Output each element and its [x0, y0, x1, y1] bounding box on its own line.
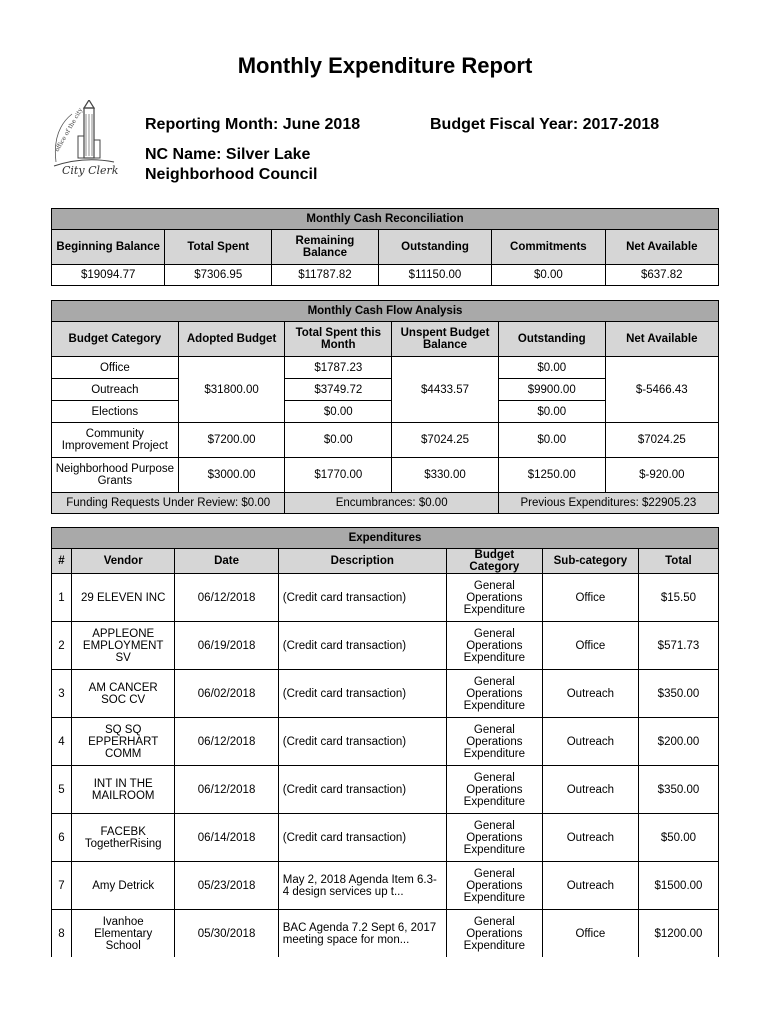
row-number: 5: [52, 766, 72, 814]
row-number: 6: [52, 814, 72, 862]
vendor-cell: Amy Detrick: [72, 862, 175, 910]
adopted-cell: $3000.00: [178, 458, 285, 493]
net-available-value: $637.82: [605, 265, 718, 286]
vendor-cell: 29 ELEVEN INC: [72, 574, 175, 622]
outstanding-value: $11150.00: [378, 265, 491, 286]
funding-requests-under-review: Funding Requests Under Review: $0.00: [52, 493, 285, 514]
outstanding-cell: $1250.00: [498, 458, 605, 493]
date-cell: 05/30/2018: [175, 910, 278, 958]
outstanding-cell: $0.00: [498, 423, 605, 458]
header-total-spent-month: Total Spent this Month: [285, 322, 392, 357]
net-cell: $-5466.43: [605, 357, 718, 423]
outstanding-cell: $9900.00: [498, 379, 605, 401]
description-cell: (Credit card transaction): [278, 718, 446, 766]
budget-category-cell: General Operations Expenditure: [446, 718, 542, 766]
vendor-cell: Ivanhoe Elementary School: [72, 910, 175, 958]
cash-reconciliation-title: Monthly Cash Reconciliation: [52, 209, 719, 230]
spent-cell: $3749.72: [285, 379, 392, 401]
header-vendor: Vendor: [72, 549, 175, 574]
header-budget-category: Budget Category: [446, 549, 542, 574]
spent-cell: $0.00: [285, 401, 392, 423]
date-cell: 06/19/2018: [175, 622, 278, 670]
adopted-cell: $7200.00: [178, 423, 285, 458]
budget-category-cell: General Operations Expenditure: [446, 910, 542, 958]
category-cell: Community Improvement Project: [52, 423, 179, 458]
date-cell: 05/23/2018: [175, 862, 278, 910]
budget-category-cell: General Operations Expenditure: [446, 814, 542, 862]
category-cell: Office: [52, 357, 179, 379]
date-cell: 06/12/2018: [175, 766, 278, 814]
budget-category-cell: General Operations Expenditure: [446, 670, 542, 718]
unspent-cell: $7024.25: [392, 423, 499, 458]
header-total-spent: Total Spent: [165, 230, 272, 265]
total-cell: $1500.00: [638, 862, 718, 910]
description-cell: (Credit card transaction): [278, 622, 446, 670]
net-cell: $7024.25: [605, 423, 718, 458]
unspent-cell: $330.00: [392, 458, 499, 493]
budget-category-cell: General Operations Expenditure: [446, 574, 542, 622]
header-total: Total: [638, 549, 718, 574]
vendor-cell: APPLEONE EMPLOYMENT SV: [72, 622, 175, 670]
header-net-available: Net Available: [605, 322, 718, 357]
sub-category-cell: Outreach: [542, 814, 638, 862]
sub-category-cell: Outreach: [542, 766, 638, 814]
header-description: Description: [278, 549, 446, 574]
cash-flow-title: Monthly Cash Flow Analysis: [52, 301, 719, 322]
sub-category-cell: Outreach: [542, 862, 638, 910]
header-remaining-balance: Remaining Balance: [272, 230, 379, 265]
reporting-month: Reporting Month: June 2018: [145, 116, 361, 133]
header-date: Date: [175, 549, 278, 574]
spent-cell: $1770.00: [285, 458, 392, 493]
row-number: 7: [52, 862, 72, 910]
expenditures-title: Expenditures: [52, 528, 719, 549]
spent-cell: $1787.23: [285, 357, 392, 379]
unspent-cell: $4433.57: [392, 357, 499, 423]
budget-category-cell: General Operations Expenditure: [446, 766, 542, 814]
total-cell: $350.00: [638, 766, 718, 814]
table-row: [52, 670, 719, 718]
total-cell: $15.50: [638, 574, 718, 622]
vendor-cell: SQ SQ EPPERHART COMM: [72, 718, 175, 766]
total-cell: $1200.00: [638, 910, 718, 958]
beginning-balance-value: $19094.77: [52, 265, 165, 286]
date-cell: 06/12/2018: [175, 574, 278, 622]
sub-category-cell: Outreach: [542, 670, 638, 718]
sub-category-cell: Outreach: [542, 718, 638, 766]
expenditures-table: [51, 527, 719, 957]
description-cell: (Credit card transaction): [278, 766, 446, 814]
header-number: #: [52, 549, 72, 574]
vendor-cell: FACEBK TogetherRising: [72, 814, 175, 862]
date-cell: 06/14/2018: [175, 814, 278, 862]
sub-category-cell: Office: [542, 574, 638, 622]
description-cell: (Credit card transaction): [278, 814, 446, 862]
vendor-cell: AM CANCER SOC CV: [72, 670, 175, 718]
previous-expenditures: Previous Expenditures: $22905.23: [498, 493, 718, 514]
adopted-cell: $31800.00: [178, 357, 285, 423]
category-cell: Neighborhood Purpose Grants: [52, 458, 179, 493]
table-row: [52, 622, 719, 670]
page-title: Monthly Expenditure Report: [237, 53, 533, 78]
table-row: [52, 814, 719, 862]
table-row: [52, 423, 719, 458]
budget-category-cell: General Operations Expenditure: [446, 862, 542, 910]
total-cell: $50.00: [638, 814, 718, 862]
header-outstanding: Outstanding: [378, 230, 491, 265]
table-row: [52, 766, 719, 814]
table-row: [52, 862, 719, 910]
header-unspent-balance: Unspent Budget Balance: [392, 322, 499, 357]
description-cell: (Credit card transaction): [278, 574, 446, 622]
category-cell: Elections: [52, 401, 179, 423]
table-row: [52, 574, 719, 622]
table-row: [52, 458, 719, 493]
table-row: [52, 718, 719, 766]
nc-name: NC Name: Silver Lake Neighborhood Council: [145, 146, 318, 183]
header-commitments: Commitments: [492, 230, 605, 265]
header-budget-category: Budget Category: [52, 322, 179, 357]
sub-category-cell: Office: [542, 910, 638, 958]
encumbrances: Encumbrances: $0.00: [285, 493, 498, 514]
spent-cell: $0.00: [285, 423, 392, 458]
total-cell: $200.00: [638, 718, 718, 766]
header-outstanding: Outstanding: [498, 322, 605, 357]
header-net-available: Net Available: [605, 230, 718, 265]
total-cell: $571.73: [638, 622, 718, 670]
vendor-cell: INT IN THE MAILROOM: [72, 766, 175, 814]
net-cell: $-920.00: [605, 458, 718, 493]
row-number: 8: [52, 910, 72, 958]
description-cell: BAC Agenda 7.2 Sept 6, 2017 meeting space for mon...: [278, 910, 446, 958]
sub-category-cell: Office: [542, 622, 638, 670]
commitments-value: $0.00: [492, 265, 605, 286]
row-number: 3: [52, 670, 72, 718]
header-beginning-balance: Beginning Balance: [52, 230, 165, 265]
description-cell: (Credit card transaction): [278, 670, 446, 718]
table-row: [52, 910, 719, 958]
header-sub-category: Sub-category: [542, 549, 638, 574]
svg-text:City Clerk: City Clerk: [62, 164, 119, 177]
cash-reconciliation-table: [51, 208, 719, 286]
date-cell: 06/02/2018: [175, 670, 278, 718]
outstanding-cell: $0.00: [498, 401, 605, 423]
table-row: [52, 357, 719, 379]
row-number: 4: [52, 718, 72, 766]
total-spent-value: $7306.95: [165, 265, 272, 286]
cash-flow-table: [51, 300, 719, 514]
remaining-balance-value: $11787.82: [272, 265, 379, 286]
header-adopted-budget: Adopted Budget: [178, 322, 285, 357]
date-cell: 06/12/2018: [175, 718, 278, 766]
budget-fiscal-year: Budget Fiscal Year: 2017-2018: [430, 116, 660, 133]
svg-text:office of the city: office of the city: [53, 106, 85, 153]
row-number: 2: [52, 622, 72, 670]
outstanding-cell: $0.00: [498, 357, 605, 379]
total-cell: $350.00: [638, 670, 718, 718]
category-cell: Outreach: [52, 379, 179, 401]
budget-category-cell: General Operations Expenditure: [446, 622, 542, 670]
description-cell: May 2, 2018 Agenda Item 6.3-4 design services up t...: [278, 862, 446, 910]
row-number: 1: [52, 574, 72, 622]
city-clerk-seal-icon: [48, 100, 120, 180]
